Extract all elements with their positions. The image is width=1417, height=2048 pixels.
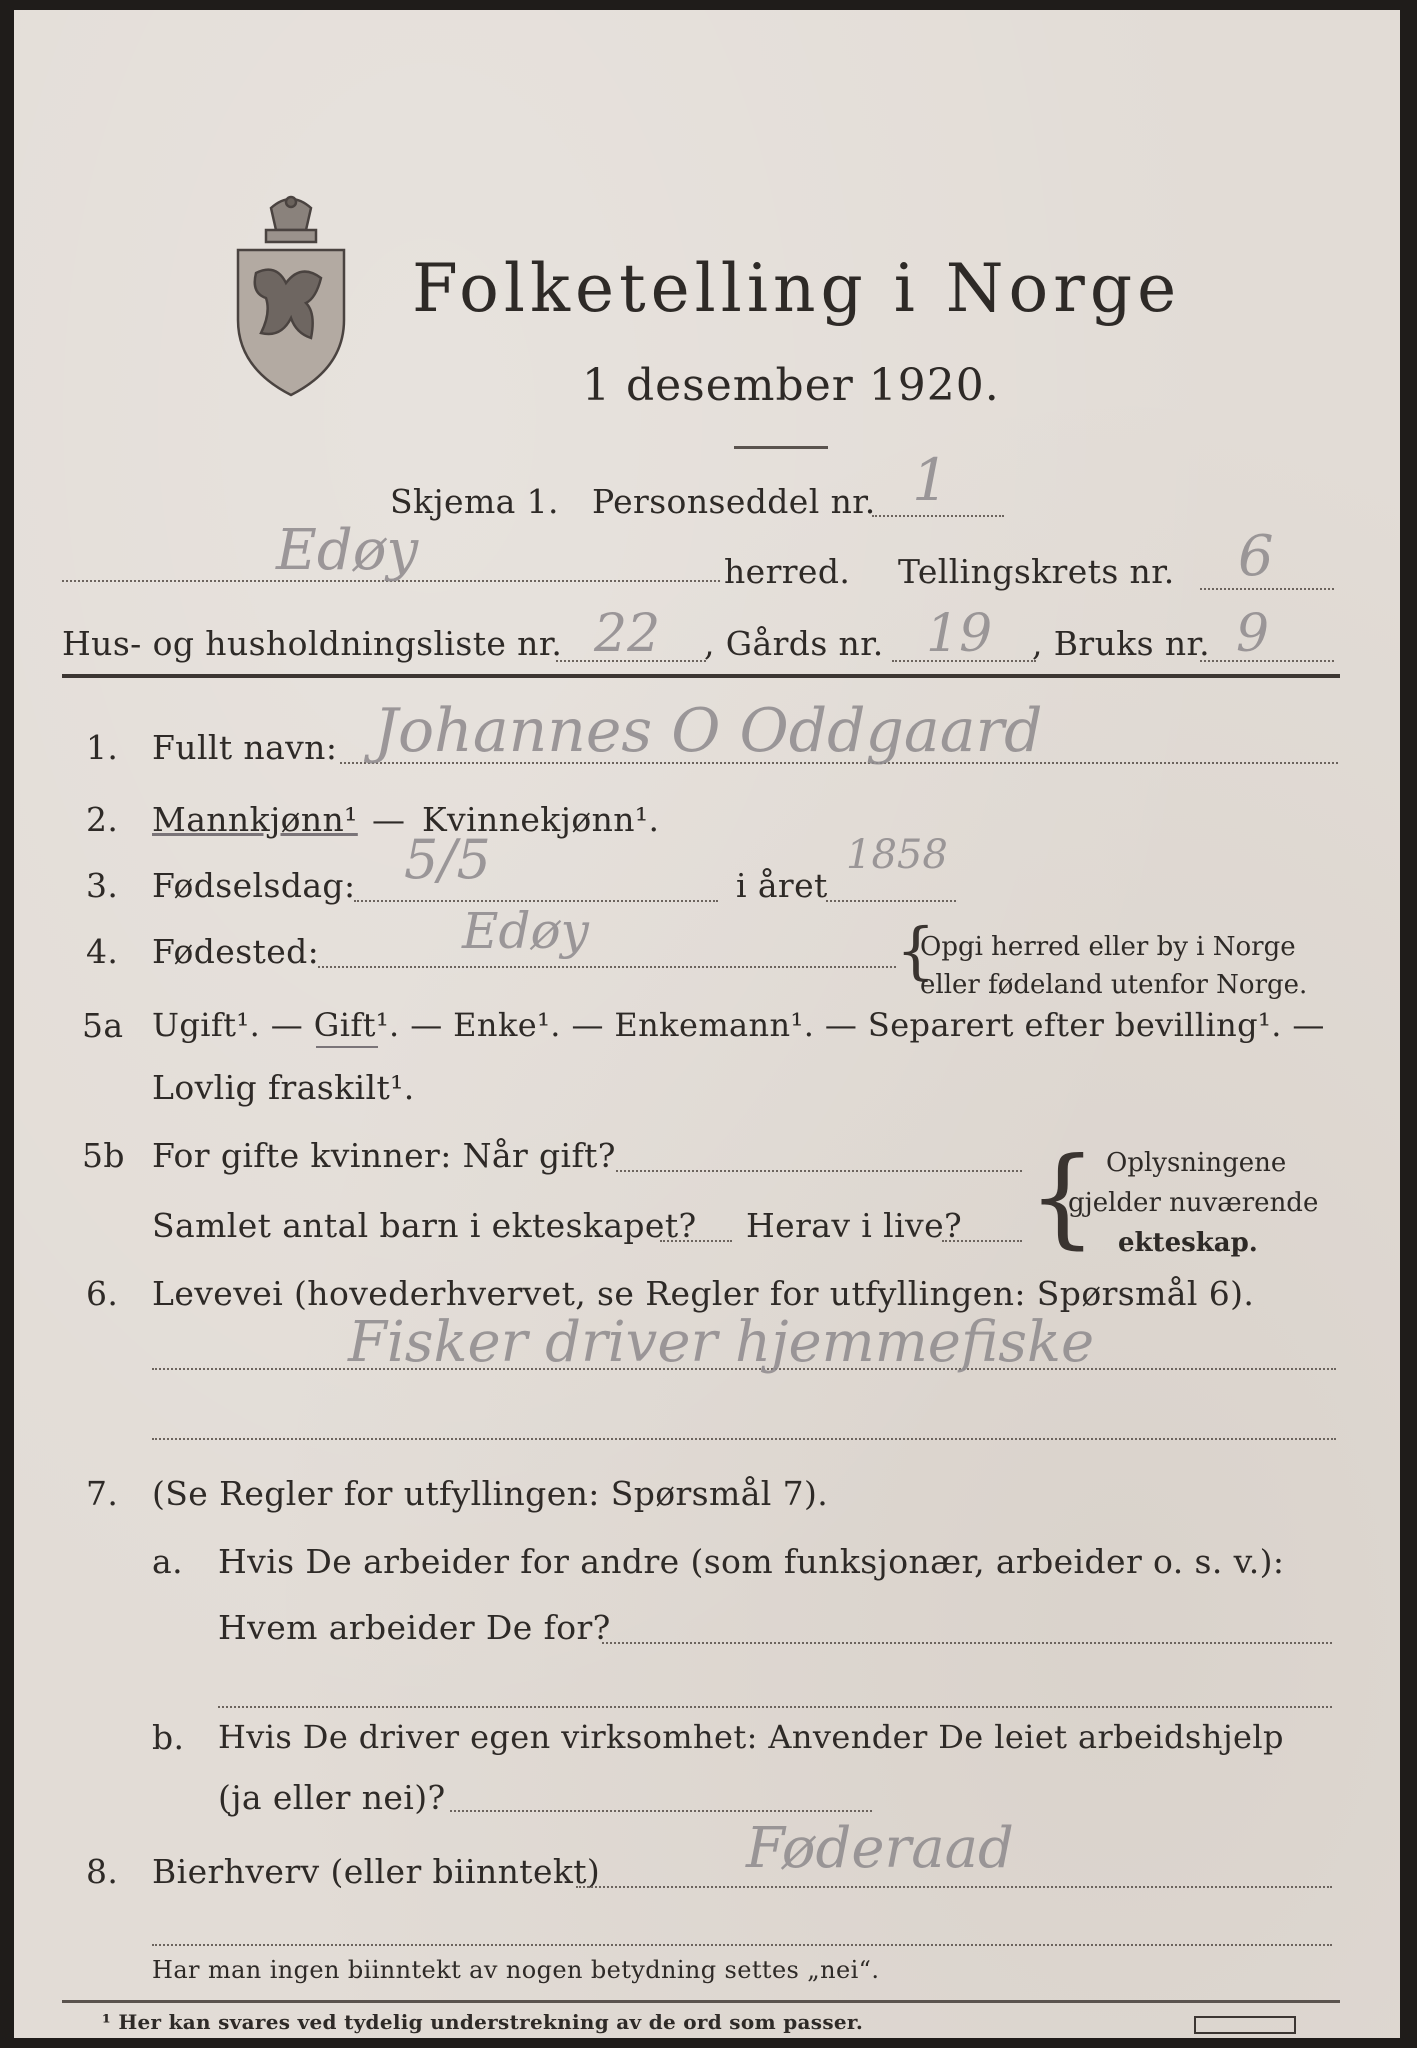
herred-value: Edøy [276,518,419,583]
footnote: ¹ Her kan svares ved tydelig understrekning av de ord som passer. [102,2010,864,2034]
q4-label: Fødested: [152,932,320,971]
q4-note-line1: Opgi herred eller by i Norge [920,932,1296,962]
q7-number: 7. [86,1474,119,1513]
q5b-label-alive: Herav i live? [746,1206,963,1245]
census-form-sheet [14,10,1400,2038]
q8-label: Bierhverv (eller biinntekt) [152,1852,601,1891]
q6-number: 6. [86,1274,119,1313]
form-title: Folketelling i Norge [412,250,1182,327]
q8-value: Føderaad [746,1816,1014,1881]
q5a-number: 5a [82,1006,124,1045]
gards-label: , Gårds nr. [704,624,884,663]
q1-value: Johannes O Oddgaard [374,696,1043,766]
q7a-number: a. [152,1542,183,1581]
q5a-option-fraskilt: Lovlig fraskilt¹. [152,1068,415,1107]
q6-line2 [152,1438,1336,1440]
q5b-brace: { [1028,1135,1097,1260]
title-divider [734,446,828,449]
q7b-ja-nei-label: (ja eller nei)? [218,1778,446,1817]
footer-divider [62,2000,1340,2003]
personseddel-line [872,515,1004,517]
herred-label: herred. [724,552,851,591]
q5b-when-line [616,1170,1022,1172]
q2-number: 2. [86,800,119,839]
husholdningsliste-label: Hus- og husholdningsliste nr. [62,624,563,663]
q1-label: Fullt navn: [152,728,338,767]
q8-number: 8. [86,1852,119,1891]
footer-stamp-box [1194,2016,1296,2034]
census-date: 1 desember 1920. [582,360,1000,411]
q7a-extra-line [218,1706,1332,1708]
q7-label: (Se Regler for utfyllingen: Spørsmål 7). [152,1474,829,1513]
personseddel-value: 1 [912,446,949,514]
norwegian-coat-of-arms-icon [226,188,356,398]
q4-note-line2: eller fødeland utenfor Norge. [920,970,1308,1000]
q7b-question: Hvis De driver egen virksomhet: Anvender De leiet arbeidshjelp [218,1718,1284,1756]
q7b-number: b. [152,1718,185,1757]
q3-value: 5/5 [404,828,491,891]
header-divider [62,674,1340,678]
tellingskrets-label: Tellingskrets nr. [898,552,1175,591]
q6-label: Levevei (hovederhvervet, se Regler for utfyllingen: Spørsmål 6). [152,1274,1255,1313]
q4-line [318,966,896,968]
q3-number: 3. [86,866,119,905]
footer-note: Har man ingen biinntekt av nogen betydning settes „nei“. [152,1956,880,1984]
q8-line [576,1886,1332,1888]
q3-year-line [826,900,956,902]
personseddel-label: Personseddel nr. [592,482,876,521]
q5a-options: Ugift¹. — Gift¹. — Enke¹. — Enkemann¹. — Separert efter bevilling¹. — [152,1006,1325,1044]
q4-brace: { [896,914,936,987]
q2-separator: — [372,800,406,839]
q5b-note-line1: Oplysningene [1106,1148,1287,1178]
bruks-label: , Bruks nr. [1032,624,1210,663]
q3-label: Fødselsdag: [152,866,356,905]
q5b-alive-line [942,1240,1022,1242]
q4-value: Edøy [462,902,589,960]
q5b-number: 5b [82,1136,125,1175]
q5b-note-line2: gjelder nuværende [1068,1188,1319,1218]
q4-number: 4. [86,932,119,971]
bruks-value: 9 [1236,604,1270,664]
q3-year-label: i året [736,866,828,905]
q5a-gift-underline [316,1046,378,1048]
q7b-ja-nei-line [450,1810,872,1812]
q6-value: Fisker driver hjemmefiske [348,1310,1095,1375]
q5b-label-children: Samlet antal barn i ekteskapet? [152,1206,697,1245]
q7a-who-label: Hvem arbeider De for? [218,1608,611,1647]
q5b-label-when-married: For gifte kvinner: Når gift? [152,1136,616,1175]
q5b-note-line3: ekteskap. [1118,1228,1258,1258]
husholdningsliste-value: 22 [594,604,661,664]
q7a-question: Hvis De arbeider for andre (som funksjonær, arbeider o. s. v.): [218,1542,1285,1581]
skjema-label: Skjema 1. [390,482,559,521]
q1-number: 1. [86,728,119,767]
q2-female-option: Kvinnekjønn¹. [422,800,660,839]
q2-male-option: Mannkjønn¹ [152,800,358,839]
q7a-who-line [602,1642,1332,1644]
gards-value: 19 [926,604,993,664]
tellingskrets-value: 6 [1238,524,1274,589]
q8-extra-line [152,1944,1332,1946]
q5b-children-line [660,1240,732,1242]
q3-year-value: 1858 [846,832,948,878]
